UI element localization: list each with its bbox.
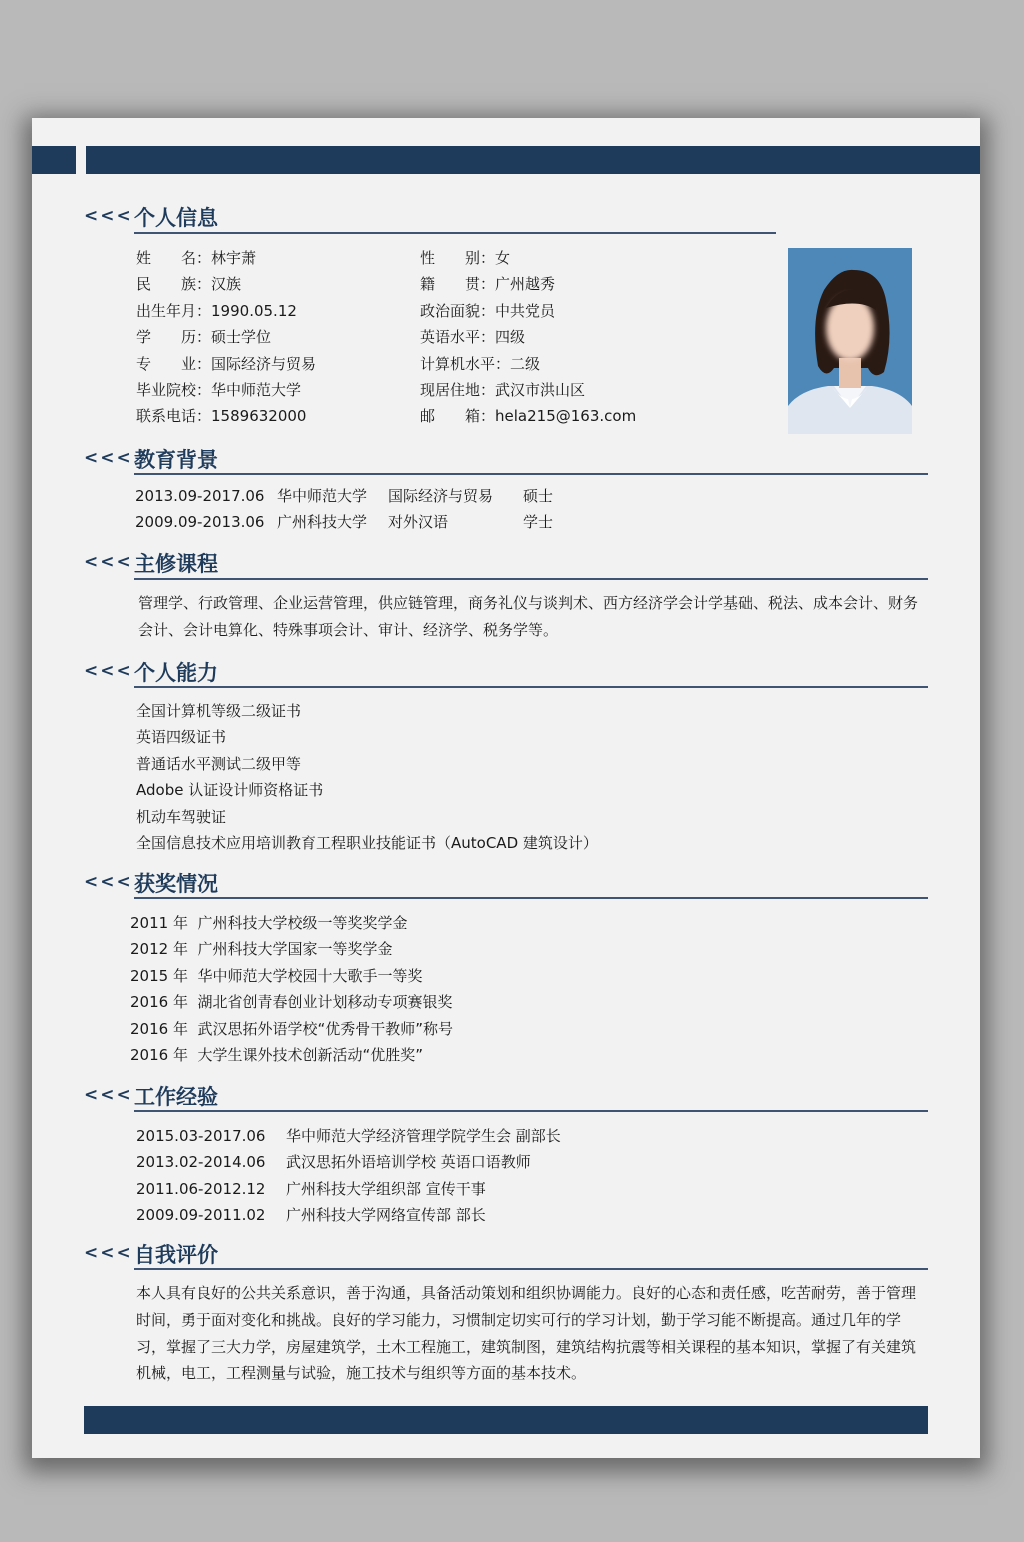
section-title: 工作经验 [134,1085,218,1109]
field-residence: 现居住地：武汉市洪山区 [420,381,586,399]
field-education-level: 学 历：硕士学位 [136,328,272,347]
section-divider [134,473,928,475]
list-item: 2012 年 广州科技大学国家一等奖学金 [130,940,393,959]
chevrons-icon: <<< [84,872,133,892]
profile-photo [788,248,912,434]
section-divider [134,1110,928,1112]
list-item: 全国信息技术应用培训教育工程职业技能证书（AutoCAD 建筑设计） [136,834,598,852]
field-hometown: 籍 贯：广州越秀 [420,275,556,294]
list-item: 2011 年 广州科技大学校级一等奖奖学金 [130,914,408,932]
footer-bar [84,1406,928,1434]
list-item: 2016 年 湖北省创青春创业计划移动专项赛银奖 [130,993,453,1012]
chevrons-icon: <<< [84,1243,133,1263]
chevrons-icon: <<< [84,448,133,468]
section-title: 主修课程 [134,552,218,576]
field-ethnicity: 民 族：汉族 [136,275,242,294]
section-title: 获奖情况 [134,872,218,896]
field-gender: 性 别：女 [420,249,511,267]
section-divider [134,578,928,580]
section-divider [134,686,928,688]
field-phone: 联系电话：1589632000 [136,407,307,426]
section-divider [134,232,776,234]
section-divider [134,897,928,899]
section-title: 个人信息 [134,206,218,230]
list-item: 机动车驾驶证 [136,807,227,826]
field-birth: 出生年月：1990.05.12 [136,301,297,320]
courses-text: 管理学、行政管理、企业运营管理，供应链管理，商务礼仪与谈判术、西方经济学会计学基础、税法、成本会计、财务会计、会计电算化、特殊事项会计、审计、经济学、税务学等。 [138,594,919,639]
section-title: 自我评价 [134,1243,218,1267]
chevrons-icon: <<< [84,552,133,572]
list-item: 英语四级证书 [136,728,227,747]
section-divider [134,1268,928,1270]
chevrons-icon: <<< [84,206,133,226]
portrait-icon [788,248,912,434]
field-email: 邮 箱：hela215@163.com [420,407,637,426]
field-english: 英语水平：四级 [420,328,526,347]
chevrons-icon: <<< [84,661,133,681]
list-item: 普通话水平测试二级甲等 [136,754,302,773]
header-bar-small [32,146,76,174]
list-item: Adobe 认证设计师资格证书 [136,781,324,800]
field-name: 姓 名：林宇萧 [136,249,257,267]
field-major: 专 业：国际经济与贸易 [136,354,317,373]
resume-page: <<< 个人信息 姓 名：林宇萧 民 族：汉族 出生年月：1990.05.12 学 历：硕士学位 专 业：国际经济与贸易 毕业院校：华中师范大学 联系电话：1589632000 性 别：女 籍 贯：广州越秀 政治面貌：中共党员 英语水平：四级 计算机水平：二级 现居住地：武汉市洪山区 邮 箱：hela215@163.com <<< 教育背景 2013.09-2017.06 华中师范大学 国际经济与贸易 硕士 2009.09-2013.06 广州科技大学 对外汉语 学士 <<< 主修课程 管理学、行政管理、企业运营管理，供应链管理，商务礼仪与谈判术、西方经济学会计学基础、税法、成本会计、财务会计、会计电算化、特殊事项会计、审计、经济学、税务学等。 <<< 个人能力 全国计算机等级二级证书 英语四级证书 普通话水平测试二级甲等 Adobe 认证设计师资格证书 机动车驾驶证 全国信息技术应用培训教育工程职业技能证书（AutoCAD 建筑设计） <<< 获奖情况 2011 年 广州科技大学校级一等奖奖学金 2012 年 广州科技大学国家一等奖学金 2015 年 华中师范大学校园十大歌手一等奖 2016 年 湖北省创青春创业计划移动专项赛银奖 2016 年 武汉思拓外语学校“优秀骨干教师”称号 2016 年 大学生课外技术创新活动“优胜奖” <<< 工作经验 2015.03-2017.06 华中师范大学经济管理学院学生会 副部长 2013.02-2014.06 武汉思拓外语培训学校 英语口语教师 2011.06-2012.12 广州科技大学组织部 宣传干事 2009.09-2011.02 广州科技大学网络宣传部 部长 <<< 自我评价 本人具有良好的公共关系意识，善于沟通，具备活动策划和组织协调能力。良好的心态和责任感，吃苦耐劳，善于管理时间，勇于面对变化和挑战。良好的学习能力，习惯制定切实可行的学习计划，勤于学习能不断提高。通过几年的学习，掌握了三大力学，房屋建筑学，土木工程施工，建筑制图，建筑结构抗震等相关课程的基本知识，掌握了有关建筑机械，电工，工程测量与试验，施工技术与组织等方面的基本技术。 [32,118,980,1458]
list-item: 2016 年 武汉思拓外语学校“优秀骨干教师”称号 [130,1019,454,1038]
chevrons-icon: <<< [84,1085,133,1105]
field-political: 政治面貌：中共党员 [420,301,556,320]
self-eval-text: 本人具有良好的公共关系意识，善于沟通，具备活动策划和组织协调能力。良好的心态和责任感，吃苦耐劳，善于管理时间，勇于面对变化和挑战。良好的学习能力，习惯制定切实可行的学习计划，勤于学习能不断提高。通过几年的学习，掌握了三大力学，房屋建筑学，土木工程施工，建筑制图，建筑结构抗震等相关课程的基本知识，掌握了有关建筑机械，电工，工程测量与试验，施工技术与组织等方面的基本技术。 [136,1284,917,1383]
field-computer: 计算机水平：二级 [420,354,541,373]
field-school: 毕业院校：华中师范大学 [136,381,302,399]
section-title: 教育背景 [134,448,218,472]
list-item: 全国计算机等级二级证书 [136,702,302,720]
header-bar [86,146,980,174]
section-title: 个人能力 [134,661,218,685]
list-item: 2016 年 大学生课外技术创新活动“优胜奖” [130,1046,424,1064]
list-item: 2015 年 华中师范大学校园十大歌手一等奖 [130,966,423,985]
